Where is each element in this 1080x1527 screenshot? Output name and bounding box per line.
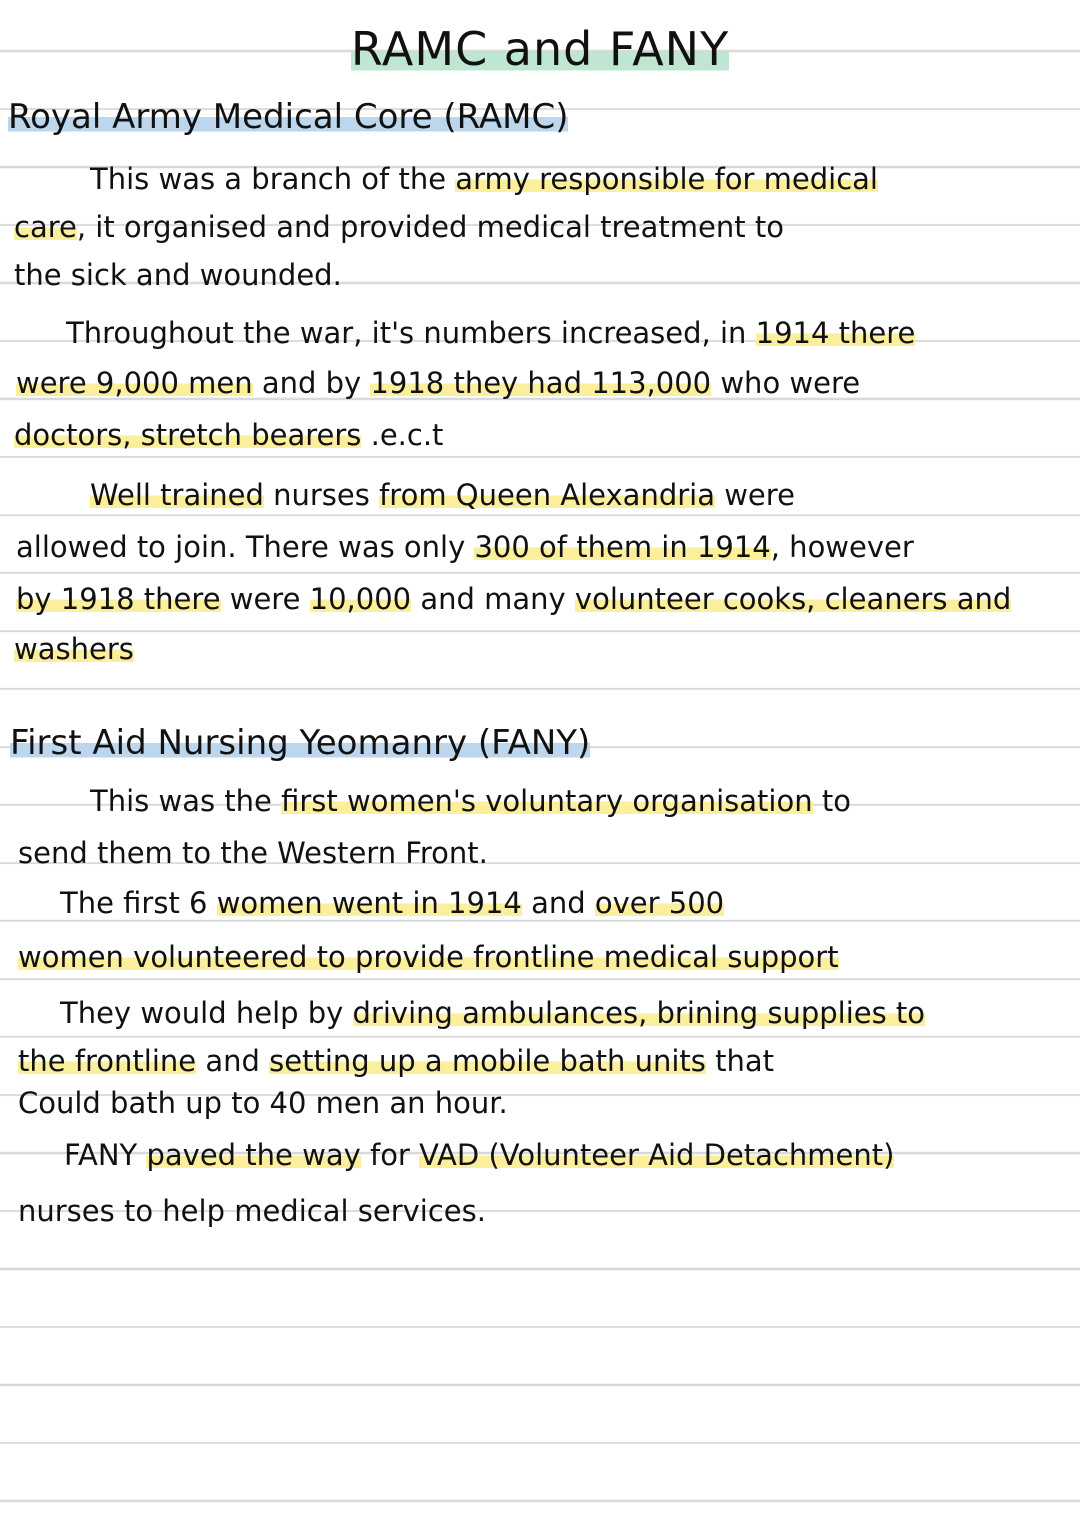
text-segment: and <box>196 1044 270 1078</box>
highlighted-text: 300 of them in 1914 <box>474 530 771 564</box>
highlighted-text: army responsible for medical <box>455 162 878 196</box>
highlighted-text: volunteer cooks, cleaners and <box>574 582 1012 616</box>
section1-text-line <box>14 206 1080 248</box>
text-segment: the sick and wounded. <box>14 258 342 292</box>
text-segment: They would help by <box>60 996 353 1030</box>
text-segment: nurses <box>263 478 380 512</box>
section1-text-line <box>16 526 1080 568</box>
section2-text-line <box>18 1082 1080 1124</box>
page-title-text: RAMC and FANY <box>350 22 730 76</box>
highlighted-text: driving ambulances, brining supplies to <box>352 996 926 1030</box>
section1-text-line <box>90 474 1080 516</box>
text-segment: send them to the Western Front. <box>18 836 488 870</box>
highlighted-text: the frontline <box>18 1044 197 1078</box>
text-segment: Could bath up to 40 men an hour. <box>18 1086 508 1120</box>
highlighted-text: Well trained <box>90 478 264 512</box>
highlighted-text: by 1918 there <box>16 582 221 616</box>
text-segment: The first 6 <box>60 886 217 920</box>
section1-text-line <box>14 628 1080 670</box>
section-heading-ramc <box>8 96 1080 138</box>
highlighted-text: setting up a mobile bath units <box>269 1044 706 1078</box>
section2-text-line <box>90 780 1080 822</box>
section2-text-line <box>18 1190 1080 1232</box>
section2-text-line <box>18 936 1080 978</box>
highlighted-text: first women's voluntary organisation <box>281 784 813 818</box>
page-title <box>0 22 1080 76</box>
highlighted-text: women volunteered to provide frontline medical support <box>18 940 839 974</box>
highlighted-text: over 500 <box>594 886 725 920</box>
text-segment: FANY <box>64 1138 147 1172</box>
text-segment: , it organised and provided medical treatment to <box>76 210 784 244</box>
text-segment: and <box>521 886 595 920</box>
highlighted-text: care <box>14 210 77 244</box>
text-segment: were <box>715 478 795 512</box>
section1-text-line <box>66 312 1080 354</box>
text-segment: who were <box>711 366 861 400</box>
highlighted-text: women went in 1914 <box>216 886 522 920</box>
text-segment: and by <box>252 366 371 400</box>
text-segment: This was a branch of the <box>90 162 456 196</box>
section2-text-line <box>64 1134 1080 1176</box>
text-segment: This was the <box>90 784 282 818</box>
section1-text-line <box>14 414 1080 456</box>
text-segment: that <box>705 1044 775 1078</box>
section-heading-ramc-text: Royal Army Medical Core (RAMC) <box>8 97 569 137</box>
section2-text-line <box>60 882 1080 924</box>
highlighted-text: from Queen Alexandria <box>379 478 715 512</box>
section1-text-line <box>16 362 1080 404</box>
text-segment: were <box>220 582 310 616</box>
section1-text-line <box>16 578 1080 620</box>
text-segment: for <box>360 1138 420 1172</box>
section1-text-line <box>90 158 1080 200</box>
highlighted-text: 1918 they had 113,000 <box>370 366 712 400</box>
highlighted-text: doctors, stretch bearers <box>14 418 362 452</box>
text-segment: .e.c.t <box>361 418 444 452</box>
highlighted-text: 1914 there <box>755 316 916 350</box>
text-segment: and many <box>411 582 575 616</box>
section-heading-fany <box>10 722 1080 764</box>
section2-text-line <box>18 1040 1080 1082</box>
section1-text-line <box>14 254 1080 296</box>
text-segment: nurses to help medical services. <box>18 1194 486 1228</box>
highlighted-text: 10,000 <box>309 582 412 616</box>
highlighted-text: VAD (Volunteer Aid Detachment) <box>419 1138 895 1172</box>
highlighted-text: were 9,000 men <box>16 366 253 400</box>
text-segment: allowed to join. There was only <box>16 530 475 564</box>
text-segment: Throughout the war, it's numbers increased, in <box>66 316 756 350</box>
section2-text-line <box>60 992 1080 1034</box>
text-segment: , however <box>770 530 914 564</box>
section2-text-line <box>18 832 1080 874</box>
highlighted-text: paved the way <box>146 1138 361 1172</box>
text-segment: to <box>812 784 851 818</box>
highlighted-text: washers <box>14 632 134 666</box>
section-heading-fany-text: First Aid Nursing Yeomanry (FANY) <box>10 723 591 763</box>
